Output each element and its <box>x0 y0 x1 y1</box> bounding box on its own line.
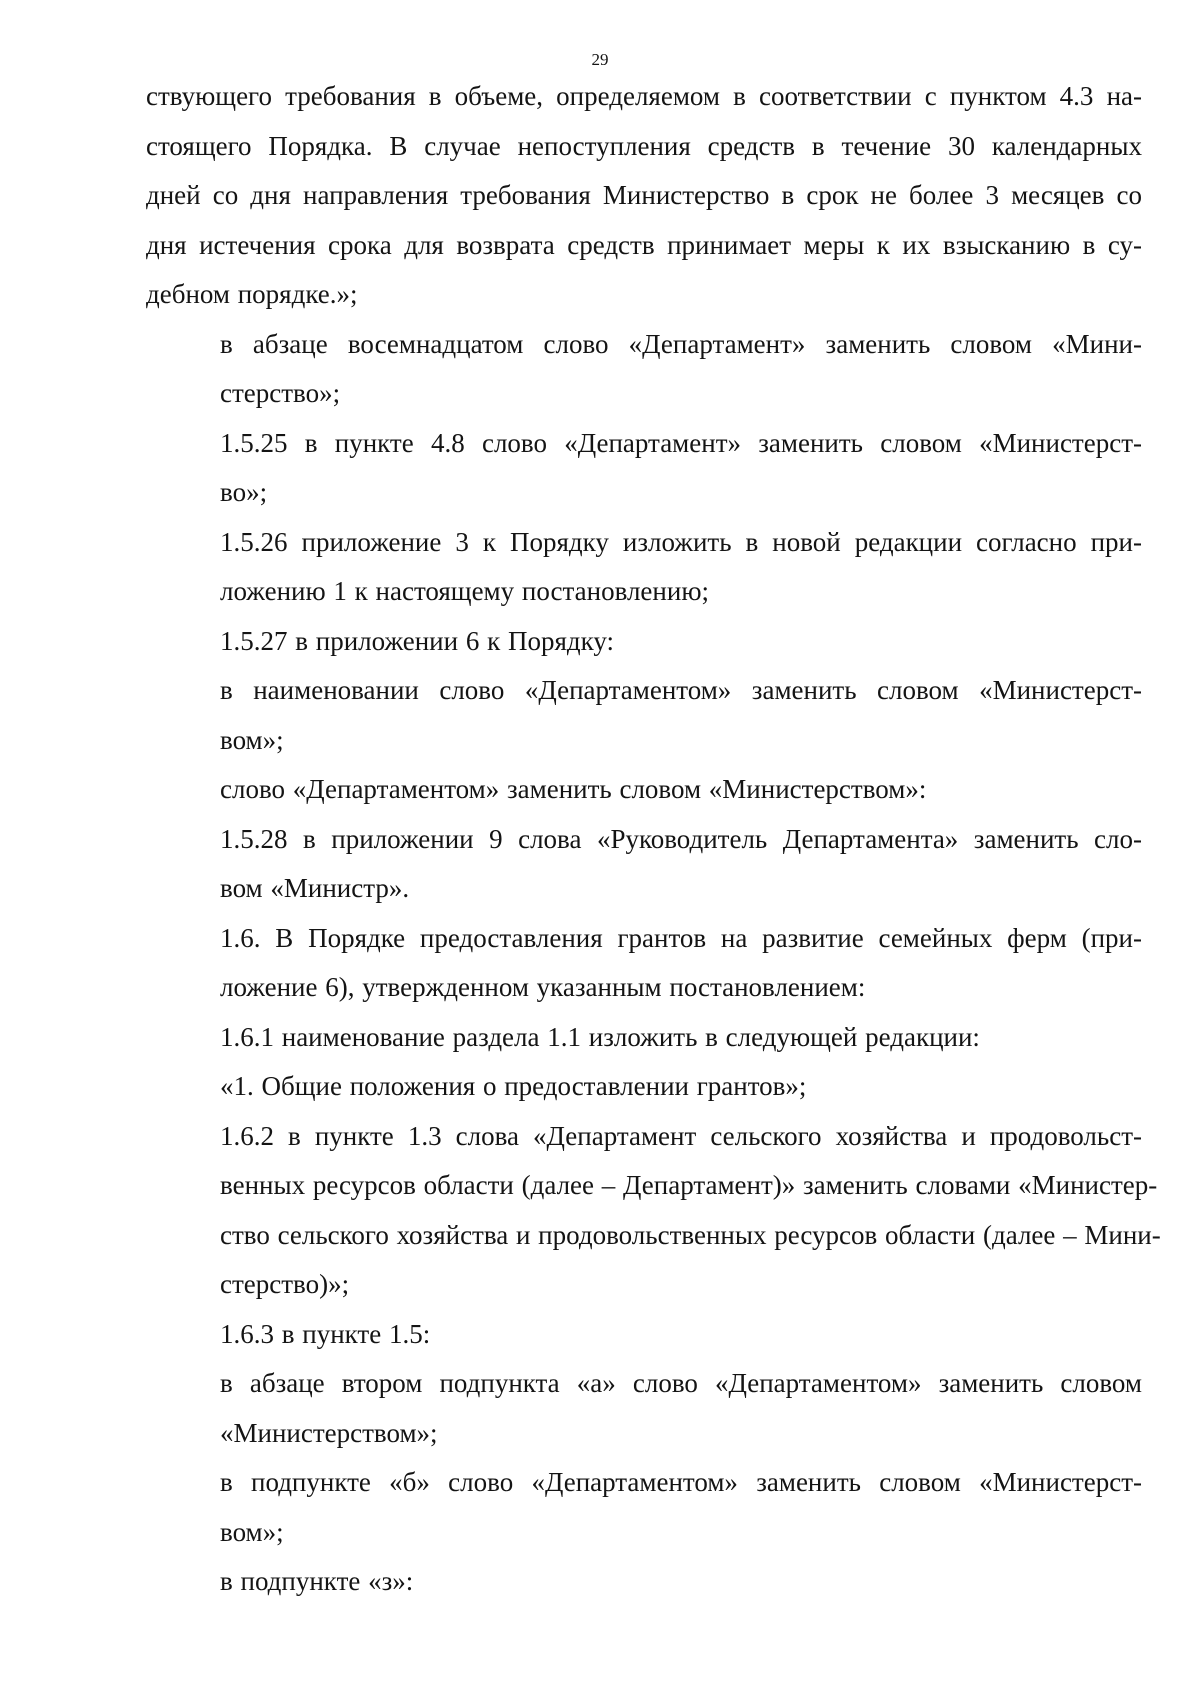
text-line: стерство)»; <box>220 1269 350 1299</box>
paragraph-item-1-6-3 <box>146 1310 1142 1360</box>
page-number: 29 <box>591 50 609 69</box>
paragraph <box>146 765 1142 815</box>
paragraph-item-1-6-2 <box>146 1112 1161 1310</box>
paragraph-item-1-6 <box>146 914 1142 1013</box>
text-line: в наименовании слово «Департаментом» заменить словом «Министерст- <box>220 675 1142 705</box>
text-line: в подпункте «з»: <box>220 1566 414 1596</box>
text-line: в абзаце втором подпункта «а» слово «Департаментом» заменить словом <box>220 1368 1142 1398</box>
text-line: вом «Министр». <box>220 873 410 903</box>
text-line: во»; <box>220 477 268 507</box>
text-line: 1.6. В Порядке предоставления грантов на развитие семейных ферм (при- <box>220 922 1142 953</box>
text-line: в подпункте «б» слово «Департаментом» заменить словом «Министерст- <box>220 1467 1142 1497</box>
text-line: дня истечения срока для возврата средств принимает меры к их взысканию в су- <box>146 229 1142 260</box>
text-line: 1.5.27 в приложении 6 к Порядку: <box>220 625 614 656</box>
text-line: 1.5.26 приложение 3 к Порядку изложить в новой редакции согласно при- <box>220 526 1142 557</box>
text-line: слово «Департаментом» заменить словом «Министерством»: <box>220 774 927 804</box>
text-line: в абзаце восемнадцатом слово «Департамент» заменить словом «Мини- <box>220 328 1142 359</box>
text-line: 1.5.25 в пункте 4.8 слово «Департамент» заменить словом «Министерст- <box>220 427 1142 458</box>
paragraph <box>146 666 1142 765</box>
text-line: «Министерством»; <box>220 1417 438 1448</box>
document-body <box>146 72 1161 1607</box>
text-line: вом»; <box>220 1516 284 1547</box>
paragraph <box>146 1359 1142 1458</box>
text-line: вом»; <box>220 724 284 755</box>
text-line: «1. Общие положения о предоставлении грантов»; <box>220 1071 807 1101</box>
text-line: ство сельского хозяйства и продовольственных ресурсов области (далее – Мини- <box>220 1219 1161 1250</box>
paragraph <box>146 1062 1142 1112</box>
text-line: венных ресурсов области (далее – Департамент)» заменить словами «Министер- <box>220 1170 1158 1200</box>
text-line: стоящего Порядка. В случае непоступления средств в течение 30 календарных <box>146 130 1142 161</box>
paragraph-item-1-5-28 <box>146 815 1142 914</box>
text-line: стерство»; <box>220 378 341 408</box>
text-line: 1.6.1 наименование раздела 1.1 изложить в следующей редакции: <box>220 1021 980 1052</box>
paragraph <box>146 1557 1142 1607</box>
text-line: дней со дня направления требования Министерство в срок не более 3 месяцев со <box>146 180 1142 210</box>
text-line: дебном порядке.»; <box>146 279 358 309</box>
text-line: 1.6.2 в пункте 1.3 слова «Департамент сельского хозяйства и продовольст- <box>220 1120 1142 1151</box>
paragraph-continuation <box>146 72 1142 320</box>
text-line: ложению 1 к настоящему постановлению; <box>220 576 709 606</box>
text-line: 1.6.3 в пункте 1.5: <box>220 1318 431 1349</box>
text-line: ложение 6), утвержденном указанным постановлением: <box>220 972 866 1002</box>
text-line: ствующего требования в объеме, определяемом в соответствии с пунктом 4.3 на- <box>146 81 1142 111</box>
paragraph <box>146 1458 1142 1557</box>
paragraph-item-1-5-25 <box>146 419 1142 518</box>
paragraph-item-1-5-26 <box>146 518 1142 617</box>
paragraph-item-1-6-1 <box>146 1013 1142 1063</box>
text-line: 1.5.28 в приложении 9 слова «Руководитель Департамента» заменить сло- <box>220 823 1142 854</box>
paragraph <box>146 320 1142 419</box>
paragraph-item-1-5-27 <box>146 617 1142 667</box>
